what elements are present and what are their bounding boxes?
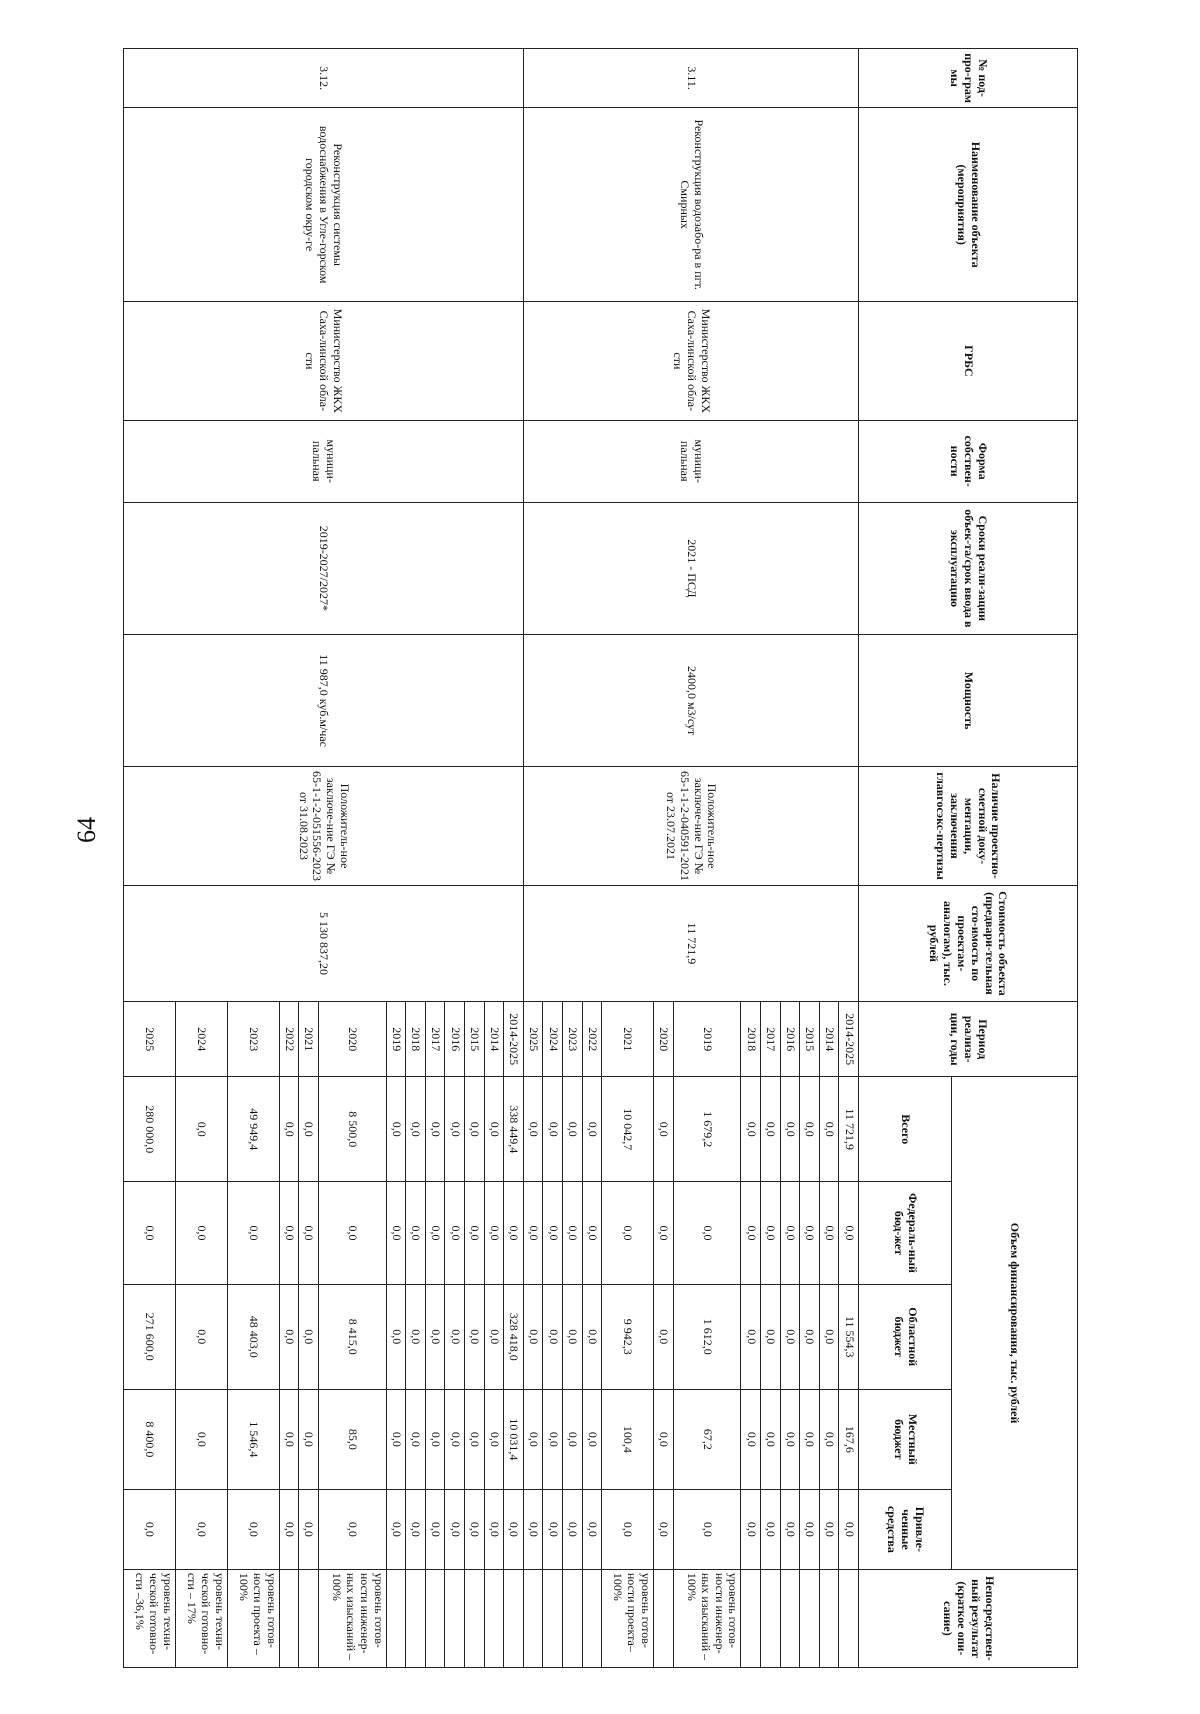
cell-period: 2016 [780,1002,800,1077]
cell-regional: 0,0 [523,1284,543,1389]
cell-period: 2022 [582,1002,602,1077]
cell-result: уровень техни-ческой готовно-сти –36,1% [124,1569,176,1667]
cell-regional: 0,0 [582,1284,602,1389]
cell-local: 0,0 [175,1389,227,1489]
cell-local: 0,0 [523,1389,543,1489]
header-regional: Областной бюджет [859,1284,952,1389]
cell-total: 1 679,2 [673,1077,741,1182]
cell-result: уровень готов-ности проекта– 100% [602,1569,654,1667]
cell-period: 2017 [761,1002,781,1077]
cell-attracted: 0,0 [445,1489,465,1569]
cell-local: 0,0 [653,1389,673,1489]
cell-attracted: 0,0 [523,1489,543,1569]
cell-local: 0,0 [741,1389,761,1489]
cell-period: 2024 [543,1002,563,1077]
cell-federal: 0,0 [839,1182,859,1285]
cell-total: 0,0 [279,1077,299,1182]
cell-local: 167,6 [839,1389,859,1489]
cell-regional: 0,0 [543,1284,563,1389]
header-federal: Федераль-ный бюд-жет [859,1182,952,1285]
cell-total: 0,0 [484,1077,504,1182]
cell-result [299,1569,319,1667]
cell-regional: 0,0 [175,1284,227,1389]
cell-regional: 0,0 [761,1284,781,1389]
cell-total: 0,0 [543,1077,563,1182]
cell-attracted: 0,0 [839,1489,859,1569]
object-cost: 5 130 837,20 [124,885,524,1001]
cell-period: 2023 [562,1002,582,1077]
cell-attracted: 0,0 [673,1489,741,1569]
header-total: Всего [859,1077,952,1182]
cell-regional: 8 415,0 [318,1284,386,1389]
header-psd: Наличие проектно-сметной доку-ментации, заключения главгосэкс-пертизы [859,767,1078,886]
cell-regional: 0,0 [465,1284,485,1389]
cell-result [504,1569,524,1667]
cell-federal: 0,0 [800,1182,820,1285]
cell-total: 338 449,4 [504,1077,524,1182]
cell-regional: 0,0 [279,1284,299,1389]
cell-regional: 0,0 [484,1284,504,1389]
cell-total: 0,0 [425,1077,445,1182]
header-result: Непосредствен-ный результат (краткое опи-сание) [859,1569,1078,1667]
cell-regional: 0,0 [800,1284,820,1389]
cell-attracted: 0,0 [653,1489,673,1569]
cell-regional: 0,0 [406,1284,426,1389]
cell-period: 2015 [800,1002,820,1077]
cell-result [839,1569,859,1667]
cell-regional: 11 554,3 [839,1284,859,1389]
cell-federal: 0,0 [543,1182,563,1285]
cell-regional: 0,0 [780,1284,800,1389]
cell-local: 100,4 [602,1389,654,1489]
cell-local: 8 400,0 [124,1389,176,1489]
cell-attracted: 0,0 [425,1489,445,1569]
cell-attracted: 0,0 [562,1489,582,1569]
cell-federal: 0,0 [465,1182,485,1285]
cell-local: 85,0 [318,1389,386,1489]
cell-federal: 0,0 [562,1182,582,1285]
cell-federal: 0,0 [504,1182,524,1285]
cell-result [819,1569,839,1667]
cell-federal: 0,0 [175,1182,227,1285]
cell-local: 0,0 [445,1389,465,1489]
cell-attracted: 0,0 [299,1489,319,1569]
cell-result: уровень готов-ности проекта – 100% [227,1569,279,1667]
cell-period: 2022 [279,1002,299,1077]
cell-attracted: 0,0 [741,1489,761,1569]
cell-federal: 0,0 [227,1182,279,1285]
cell-period: 2024 [175,1002,227,1077]
cell-period: 2025 [124,1002,176,1077]
cell-result [279,1569,299,1667]
cell-regional: 48 403,0 [227,1284,279,1389]
cell-total: 0,0 [780,1077,800,1182]
cell-total: 0,0 [761,1077,781,1182]
cell-federal: 0,0 [406,1182,426,1285]
cell-result [780,1569,800,1667]
cell-federal: 0,0 [386,1182,406,1285]
cell-regional: 0,0 [741,1284,761,1389]
object-ownership: муници-пальная [124,420,524,502]
object-terms: 2019-2027/2027* [124,502,524,634]
cell-total: 11 721,9 [839,1077,859,1182]
rotated-page-content [123,48,1078,1668]
cell-federal: 0,0 [425,1182,445,1285]
cell-result [523,1569,543,1667]
cell-period: 2023 [227,1002,279,1077]
object-terms: 2021 - ПСД [523,502,858,634]
cell-attracted: 0,0 [761,1489,781,1569]
cell-regional: 0,0 [425,1284,445,1389]
object-psd: Положитель-ное заключе-ние ГЭ № 65-1-1-2-040591-2021 от 23.07.2021 [523,767,858,886]
cell-regional: 0,0 [386,1284,406,1389]
cell-federal: 0,0 [279,1182,299,1285]
header-capacity: Мощность [859,634,1078,766]
cell-result [386,1569,406,1667]
cell-period: 2025 [523,1002,543,1077]
cell-period: 2014-2025 [504,1002,524,1077]
cell-federal: 0,0 [523,1182,543,1285]
cell-regional: 0,0 [562,1284,582,1389]
cell-federal: 0,0 [299,1182,319,1285]
cell-federal: 0,0 [484,1182,504,1285]
capital-investment-table [123,48,1078,1668]
cell-result [406,1569,426,1667]
cell-result [465,1569,485,1667]
cell-total: 0,0 [819,1077,839,1182]
cell-regional: 271 600,0 [124,1284,176,1389]
cell-local: 0,0 [484,1389,504,1489]
cell-period: 2014 [484,1002,504,1077]
cell-attracted: 0,0 [279,1489,299,1569]
cell-regional: 9 942,3 [602,1284,654,1389]
header-num: № под-про-грам мы [859,49,1078,108]
cell-local: 0,0 [279,1389,299,1489]
cell-total: 0,0 [175,1077,227,1182]
cell-federal: 0,0 [819,1182,839,1285]
cell-result [484,1569,504,1667]
cell-total: 0,0 [465,1077,485,1182]
object-number: 3.12. [124,49,524,108]
cell-total: 0,0 [406,1077,426,1182]
cell-period: 2019 [386,1002,406,1077]
cell-local: 0,0 [299,1389,319,1489]
cell-attracted: 0,0 [819,1489,839,1569]
object-grbs: Министерство ЖКХ Саха-линской обла-сти [523,302,858,421]
cell-period: 2016 [445,1002,465,1077]
header-funding: Объем финансирования, тыс. рублей [952,1077,1078,1570]
header-attracted: Привле-ченные средства [859,1489,952,1569]
cell-total: 0,0 [582,1077,602,1182]
cell-result [761,1569,781,1667]
cell-federal: 0,0 [445,1182,465,1285]
cell-federal: 0,0 [741,1182,761,1285]
cell-regional: 1 612,0 [673,1284,741,1389]
cell-total: 0,0 [800,1077,820,1182]
header-ownership: Форма собствен-ности [859,420,1078,502]
cell-local: 0,0 [800,1389,820,1489]
cell-result: уровень техни-ческой готовно-сти – 17% [175,1569,227,1667]
cell-result [425,1569,445,1667]
cell-period: 2021 [299,1002,319,1077]
cell-federal: 0,0 [582,1182,602,1285]
table-row [504,49,524,1668]
cell-result [741,1569,761,1667]
cell-local: 0,0 [425,1389,445,1489]
cell-result [582,1569,602,1667]
cell-result [543,1569,563,1667]
cell-local: 0,0 [582,1389,602,1489]
cell-regional: 0,0 [445,1284,465,1389]
cell-federal: 0,0 [780,1182,800,1285]
table-row [839,49,859,1668]
cell-result [445,1569,465,1667]
cell-attracted: 0,0 [504,1489,524,1569]
cell-period: 2017 [425,1002,445,1077]
cell-result: уровень готов-ности инженер-ных изысканий – 100% [673,1569,741,1667]
cell-total: 49 949,4 [227,1077,279,1182]
header-period: Период реализа-ции, годы [859,1002,1078,1077]
object-cost: 11 721,9 [523,885,858,1001]
cell-total: 8 500,0 [318,1077,386,1182]
cell-total: 0,0 [523,1077,543,1182]
cell-federal: 0,0 [318,1182,386,1285]
cell-total: 10 042,7 [602,1077,654,1182]
cell-attracted: 0,0 [780,1489,800,1569]
cell-total: 0,0 [562,1077,582,1182]
cell-period: 2018 [741,1002,761,1077]
cell-attracted: 0,0 [602,1489,654,1569]
cell-federal: 0,0 [653,1182,673,1285]
cell-local: 0,0 [562,1389,582,1489]
cell-federal: 0,0 [673,1182,741,1285]
cell-regional: 328 418,0 [504,1284,524,1389]
object-capacity: 2400,0 м3/сут [523,634,858,766]
cell-local: 0,0 [406,1389,426,1489]
header-terms: Сроки реали-зации объек-та/срок ввода в эксплуатацию [859,502,1078,634]
object-name: Реконструкция системы водоснабжения в Угле-горском городском окру-ге [124,108,524,302]
cell-attracted: 0,0 [318,1489,386,1569]
cell-total: 0,0 [386,1077,406,1182]
cell-period: 2018 [406,1002,426,1077]
header-name: Наименование объекта (мероприятия) [859,108,1078,302]
cell-local: 1 546,4 [227,1389,279,1489]
cell-local: 0,0 [465,1389,485,1489]
cell-result: уровень готов-ности инженер-ных изысканий – 100% [318,1569,386,1667]
cell-attracted: 0,0 [543,1489,563,1569]
object-psd: Положитель-ное заключе-ние ГЭ № 65-1-1-2-051556-2023 от 31.08.2023 [124,767,524,886]
cell-regional: 0,0 [653,1284,673,1389]
cell-attracted: 0,0 [582,1489,602,1569]
object-name: Реконструкция водозабо-ра в пгт. Смирных [523,108,858,302]
page-number: 64 [72,817,101,843]
cell-attracted: 0,0 [124,1489,176,1569]
object-capacity: 11 987,0 куб.м/час [124,634,524,766]
cell-period: 2014 [819,1002,839,1077]
cell-federal: 0,0 [602,1182,654,1285]
cell-attracted: 0,0 [800,1489,820,1569]
cell-regional: 0,0 [299,1284,319,1389]
cell-attracted: 0,0 [484,1489,504,1569]
cell-total: 0,0 [299,1077,319,1182]
cell-federal: 0,0 [761,1182,781,1285]
cell-period: 2015 [465,1002,485,1077]
header-local: Местный бюджет [859,1389,952,1489]
cell-result [653,1569,673,1667]
cell-period: 2019 [673,1002,741,1077]
cell-total: 0,0 [653,1077,673,1182]
cell-local: 0,0 [780,1389,800,1489]
header-grbs: ГРБС [859,302,1078,421]
object-number: 3.11. [523,49,858,108]
object-grbs: Министерство ЖКХ Саха-линской обла-сти [124,302,524,421]
cell-local: 0,0 [819,1389,839,1489]
cell-local: 67,2 [673,1389,741,1489]
cell-total: 280 000,0 [124,1077,176,1182]
cell-result [562,1569,582,1667]
cell-local: 0,0 [761,1389,781,1489]
cell-total: 0,0 [741,1077,761,1182]
cell-period: 2021 [602,1002,654,1077]
cell-attracted: 0,0 [175,1489,227,1569]
cell-attracted: 0,0 [386,1489,406,1569]
cell-local: 0,0 [543,1389,563,1489]
cell-local: 0,0 [386,1389,406,1489]
object-ownership: муници-пальная [523,420,858,502]
cell-total: 0,0 [445,1077,465,1182]
cell-attracted: 0,0 [465,1489,485,1569]
cell-regional: 0,0 [819,1284,839,1389]
cell-result [800,1569,820,1667]
cell-federal: 0,0 [124,1182,176,1285]
cell-period: 2014-2025 [839,1002,859,1077]
table-body [124,49,859,1668]
cell-period: 2020 [318,1002,386,1077]
cell-period: 2020 [653,1002,673,1077]
cell-attracted: 0,0 [227,1489,279,1569]
header-cost: Стоимость объекта (предвари-тельная сто-имость по проектам-аналогам), тыс. рублей [859,885,1078,1001]
cell-local: 10 031,4 [504,1389,524,1489]
cell-attracted: 0,0 [406,1489,426,1569]
